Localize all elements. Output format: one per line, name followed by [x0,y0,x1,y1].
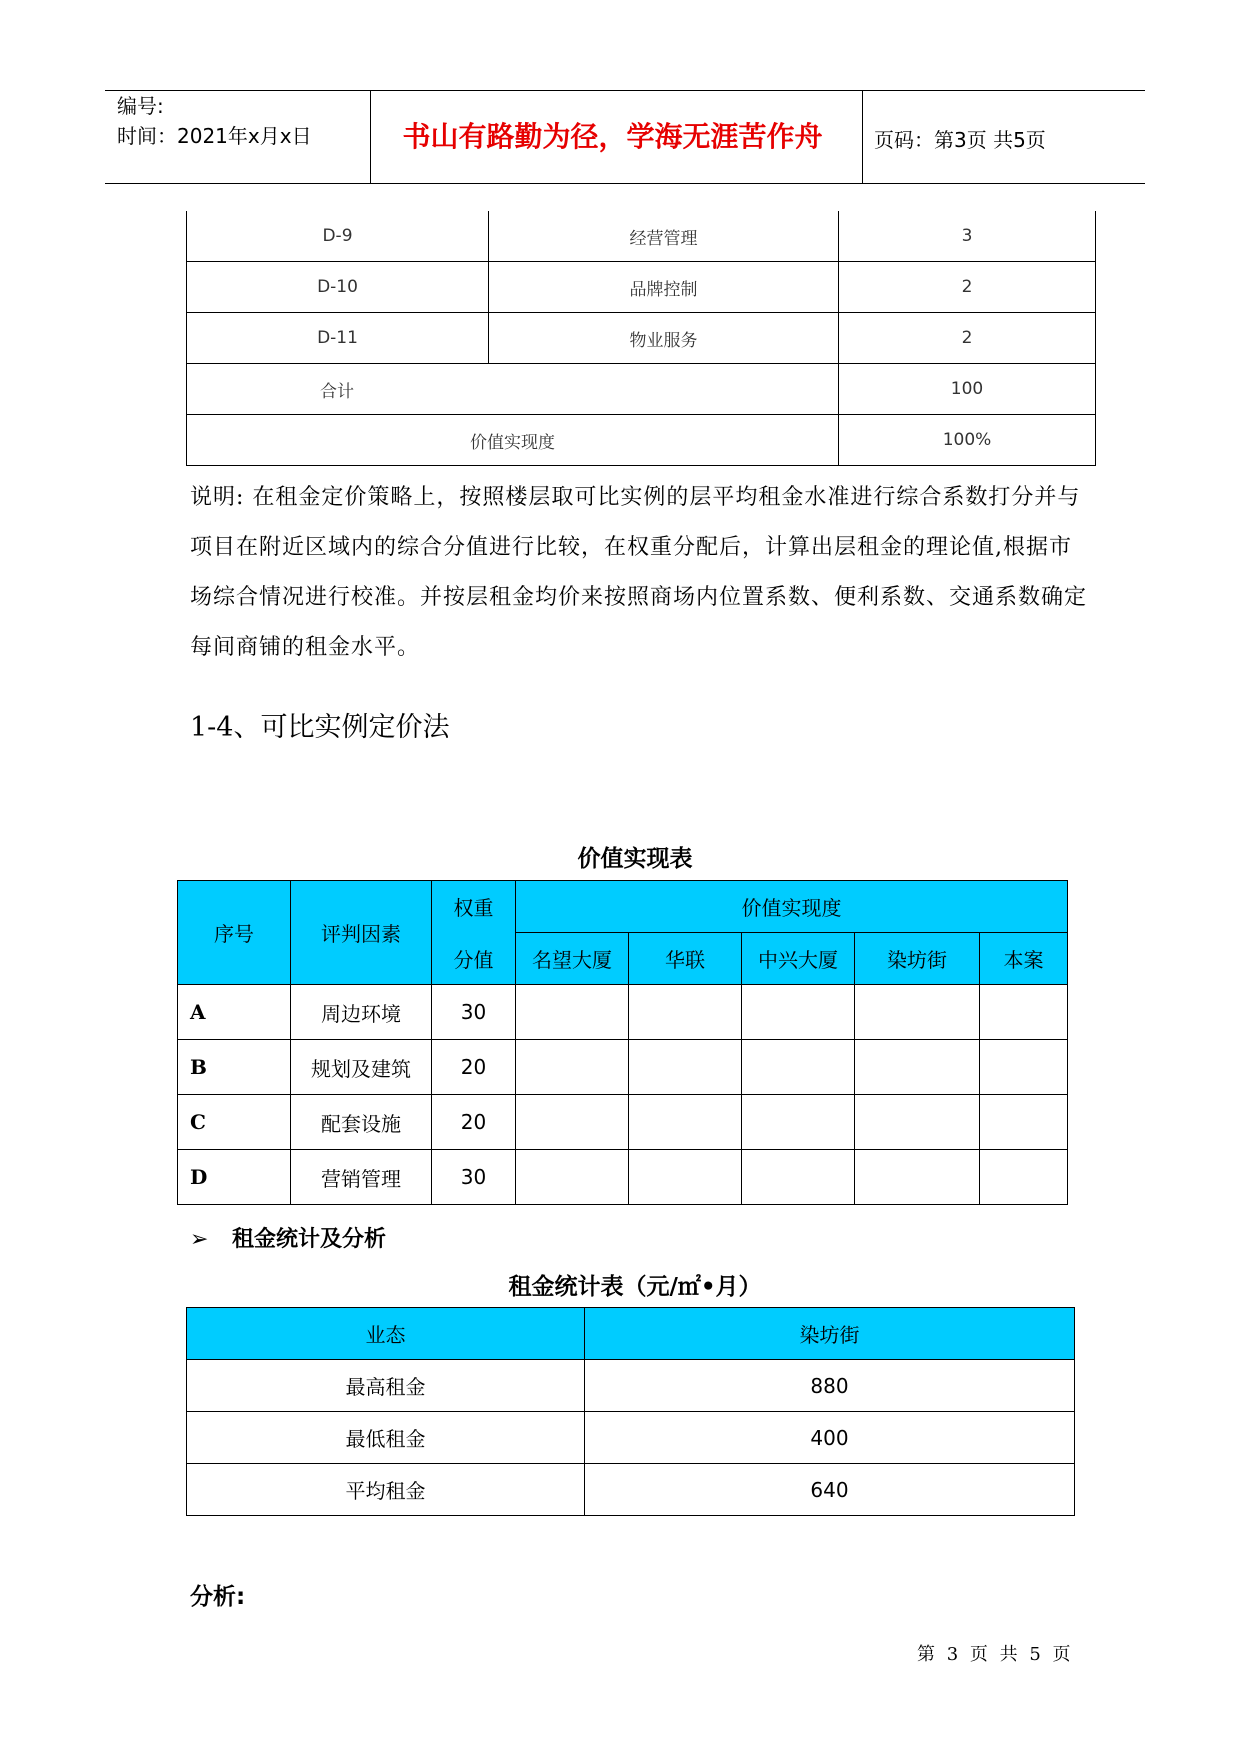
row-item: 经营管理 [489,211,839,262]
header-realization: 价值实现度 [516,881,1068,933]
empty-cell [629,1040,742,1095]
header-project: 本案 [980,933,1068,985]
table-row [187,211,1096,262]
row-weight: 20 [432,1095,516,1150]
table-row [187,313,1096,364]
total-row [187,364,1096,415]
realization-label: 价值实现度 [187,415,839,466]
row-label: 平均租金 [187,1464,585,1516]
row-score: 2 [839,313,1096,364]
header-weight-top: 权重 [432,881,516,933]
table-row [187,1360,1075,1412]
row-value: 400 [585,1412,1075,1464]
row-code: D-11 [187,313,489,364]
header-project: 华联 [629,933,742,985]
rent-section-title: 租金统计及分析 [232,1227,387,1252]
row-id: D [178,1150,291,1205]
row-value: 880 [585,1360,1075,1412]
header-category: 业态 [187,1308,585,1360]
rent-table [186,1307,1075,1516]
row-weight: 20 [432,1040,516,1095]
row-code: D-10 [187,262,489,313]
note-paragraph: 说明: 在租金定价策略上，按照楼层取可比实例的层平均租金水准进行综合系数打分并与项目在附近区域内的综合分值进行比较，在权重分配后，计算出层租金的理论值,根据市场综合情况进行校准。并按层租金均价来按照商场内位置系数、便利系数、交通系数确定每间商铺的租金水平。 [190,485,1088,660]
row-factor: 周边环境 [291,985,432,1040]
row-id: B [178,1040,291,1095]
header-project: 染坊街 [855,933,980,985]
row-factor: 营销管理 [291,1150,432,1205]
empty-cell [855,1150,980,1205]
value-table [177,880,1068,1205]
row-value: 640 [585,1464,1075,1516]
header-project: 中兴大厦 [742,933,855,985]
header-number-label: 编号: [117,94,164,118]
empty-cell [629,1095,742,1150]
header-page-label: 页码：第3页 共5页 [874,128,1046,152]
row-score: 2 [839,262,1096,313]
header-project: 名望大厦 [516,933,629,985]
empty-cell [516,1150,629,1205]
table-row [178,1150,1068,1205]
empty-cell [980,1095,1068,1150]
empty-cell [855,985,980,1040]
row-label: 最高租金 [187,1360,585,1412]
realization-row [187,415,1096,466]
empty-cell [629,1150,742,1205]
header-date: 时间：2021年x月x日 [117,124,312,148]
empty-cell [742,1150,855,1205]
empty-cell [855,1040,980,1095]
row-code: D-9 [187,211,489,262]
table-row [187,1464,1075,1516]
empty-cell [516,1040,629,1095]
rent-table-caption: 租金统计表（元/㎡•月） [508,1274,762,1300]
row-label: 最低租金 [187,1412,585,1464]
total-value: 100 [839,364,1096,415]
empty-cell [980,985,1068,1040]
row-factor: 配套设施 [291,1095,432,1150]
header-location: 染坊街 [585,1308,1075,1360]
rent-section-heading [190,1222,386,1253]
page-footer: 第 3 页 共 5 页 [917,1644,1074,1665]
table-row [187,262,1096,313]
table-header-row [178,881,1068,933]
row-factor: 规划及建筑 [291,1040,432,1095]
header-seq: 序号 [178,881,291,985]
header-factor: 评判因素 [291,881,432,985]
header-bottom-rule [105,183,1145,184]
value-table-caption: 价值实现表 [577,846,693,872]
row-item: 物业服务 [489,313,839,364]
table-row [187,1412,1075,1464]
row-item: 品牌控制 [489,262,839,313]
section-heading: 1-4、可比实例定价法 [190,712,450,743]
table-header-row [187,1308,1075,1360]
row-score: 3 [839,211,1096,262]
empty-cell [742,985,855,1040]
header-weight-bottom: 分值 [432,933,516,985]
empty-cell [980,1150,1068,1205]
score-table [186,211,1096,466]
row-weight: 30 [432,985,516,1040]
empty-cell [516,1095,629,1150]
row-id: A [178,985,291,1040]
header-left [117,91,312,151]
empty-cell [855,1095,980,1150]
table-row [178,1095,1068,1150]
table-row [178,1040,1068,1095]
analysis-label: 分析: [190,1584,246,1610]
row-weight: 30 [432,1150,516,1205]
empty-cell [742,1040,855,1095]
empty-cell [742,1095,855,1150]
empty-cell [629,985,742,1040]
header-divider-right [862,90,863,183]
row-id: C [178,1095,291,1150]
empty-cell [516,985,629,1040]
empty-cell [980,1040,1068,1095]
header-motto: 书山有路勤为径，学海无涯苦作舟 [402,120,823,153]
realization-value: 100% [839,415,1096,466]
total-label: 合计 [187,364,839,415]
table-row [178,985,1068,1040]
arrow-bullet-icon: ➢ [190,1227,209,1252]
